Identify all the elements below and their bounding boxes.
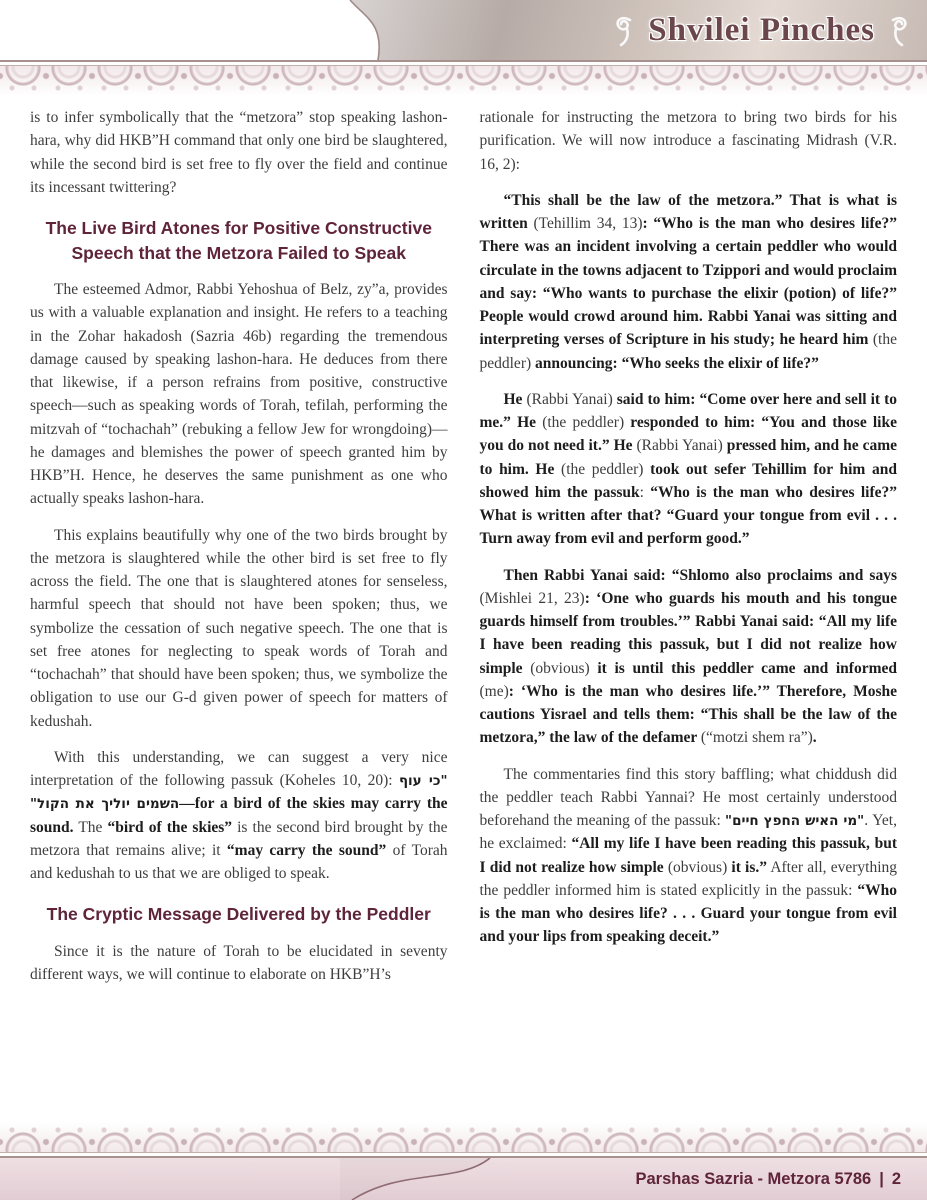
page-number: 2 — [891, 1169, 901, 1188]
flourish-left-icon — [612, 13, 638, 47]
header-curve-ornament — [336, 0, 400, 60]
paragraph: rationale for instructing the metzora to bring two birds for his purification. We will now introduce a fascinating Midrash (V.R. 16, 2): — [479, 109, 897, 173]
right-column — [480, 106, 898, 1122]
flourish-right-icon — [885, 13, 911, 47]
newsletter-title: Shvilei Pinches — [648, 11, 875, 48]
paragraph: “This shall be the law of the metzora.” That is what is written (Tehillim 34, 13): “Who is the man who desires life?” There was an incident involving a certain peddler who would circulate in the towns adjacent to Tzippori and would proclaim and say: “Who wants to purchase the elixir (potion) of life?” People would crowd around him. Rabbi Yanai was sitting and interpreting verses of Scripture in his study; he heard him (the peddler) announcing: “Who seeks the elixir of life?” — [479, 191, 897, 372]
paragraph: The commentaries find this story baffling; what chiddush did the peddler teach Rabbi Yannai? He most certainly understood beforehand the meaning of the passuk: "מי האיש החפץ חיים". Yet, he exclaimed: “All my life I have been reading this passuk, but I did not realize how simple (obvious) it is.” After all, everything the peddler informed him is stated explicitly in the passuk: “Who is the man who desires life? . . . Guard your tongue from evil and your lips from speaking deceit.” — [479, 765, 898, 946]
header-title-area — [612, 0, 911, 60]
page-footer — [0, 1158, 927, 1200]
section-heading-live-bird: The Live Bird Atones for Positive Constructive Speech that the Metzora Failed to Speak — [45, 218, 432, 263]
paragraph: He (Rabbi Yanai) said to him: “Come over here and sell it to me.” He (the peddler) responded to him: “You and those like you do not need it.” He (Rabbi Yanai) pressed him, and he came to him. He (the peddler) took out sefer Tehillim for him and showed him the passuk: “Who is the man who desires life?” What is written after that? “Guard your tongue from evil . . . Turn away from evil and perform good.” — [479, 390, 897, 548]
section-heading-cryptic-message: The Cryptic Message Delivered by the Peddler — [46, 904, 431, 925]
paragraph: Then Rabbi Yanai said: “Shlomo also proclaims and says (Mishlei 21, 23): ‘One who guards his mouth and his tongue guards himself from troubles.’” Rabbi Yanai said: “All my life I have been reading this passuk, but I did not realize how simple (obvious) it is until this peddler came and informed (me): ‘Who is the man who desires life.’” Therefore, Moshe cautions Yisrael and tells them: “This shall be the law of the metzora,” the law of the defamer (“motzi shem ra”). — [479, 566, 898, 747]
left-column — [30, 106, 448, 1122]
paragraph: The esteemed Admor, Rabbi Yehoshua of Belz, zy”a, provides us with a valuable explanation and insight. He refers to a teaching in the Zohar hakadosh (Sazria 46b) regarding the tremendous damage caused by speaking lashon-hara. He deduces from there that likewise, if a person refrains from positive, constructive speech—such as speaking words of Torah, tefilah, performing the mitzvah of “tochachah” (rebuking a fellow Jew for wrongdoing)—he damages and blemishes the power of speech granted him by HKB”H. Hence, he deserves the same punishment as one who actually speaks lashon-hara. — [30, 281, 448, 508]
footer-curve-ornament — [340, 1158, 495, 1200]
page-body — [0, 96, 927, 1122]
lace-border-top — [0, 66, 927, 96]
footer-text — [635, 1158, 901, 1200]
footer-issue-label: Parshas Sazria - Metzora 5786 — [635, 1169, 872, 1188]
page-header — [0, 0, 927, 60]
paragraph: This explains beautifully why one of the two birds brought by the metzora is slaughtered while the other bird is set free to fly across the field. The one that is slaughtered atones for senseless, harmful speech that should not have been spoken; thus, we symbolize the cessation of such negative speech. The one that is set free atones for neglecting to speak words of Torah and “tochachah” that should have been spoken; thus, we symbolize the obligation to use our G-d given power of speech for matters of kedushah. — [30, 526, 448, 730]
paragraph: With this understanding, we can suggest a very nice interpretation of the following passuk (Koheles 10, 20): "כי עוף השמים יוליך את הקול"—for a bird of the skies may carry the sound. The “bird of the skies” is the second bird brought by the metzora that remains alive; it “may carry the sound” of Torah and kedushah to us that we are obliged to speak. — [30, 748, 448, 882]
paragraph: Since it is the nature of Torah to be elucidated in seventy different ways, we will continue to elaborate on HKB”H’s — [30, 942, 448, 983]
paragraph: is to infer symbolically that the “metzora” stop speaking lashon-hara, why did HKB”H command that only one bird be slaughtered, while the second bird is set free to fly over the field and continue its incessant twittering? — [30, 109, 448, 196]
footer-separator: | — [879, 1169, 884, 1188]
lace-border-bottom — [0, 1122, 927, 1152]
